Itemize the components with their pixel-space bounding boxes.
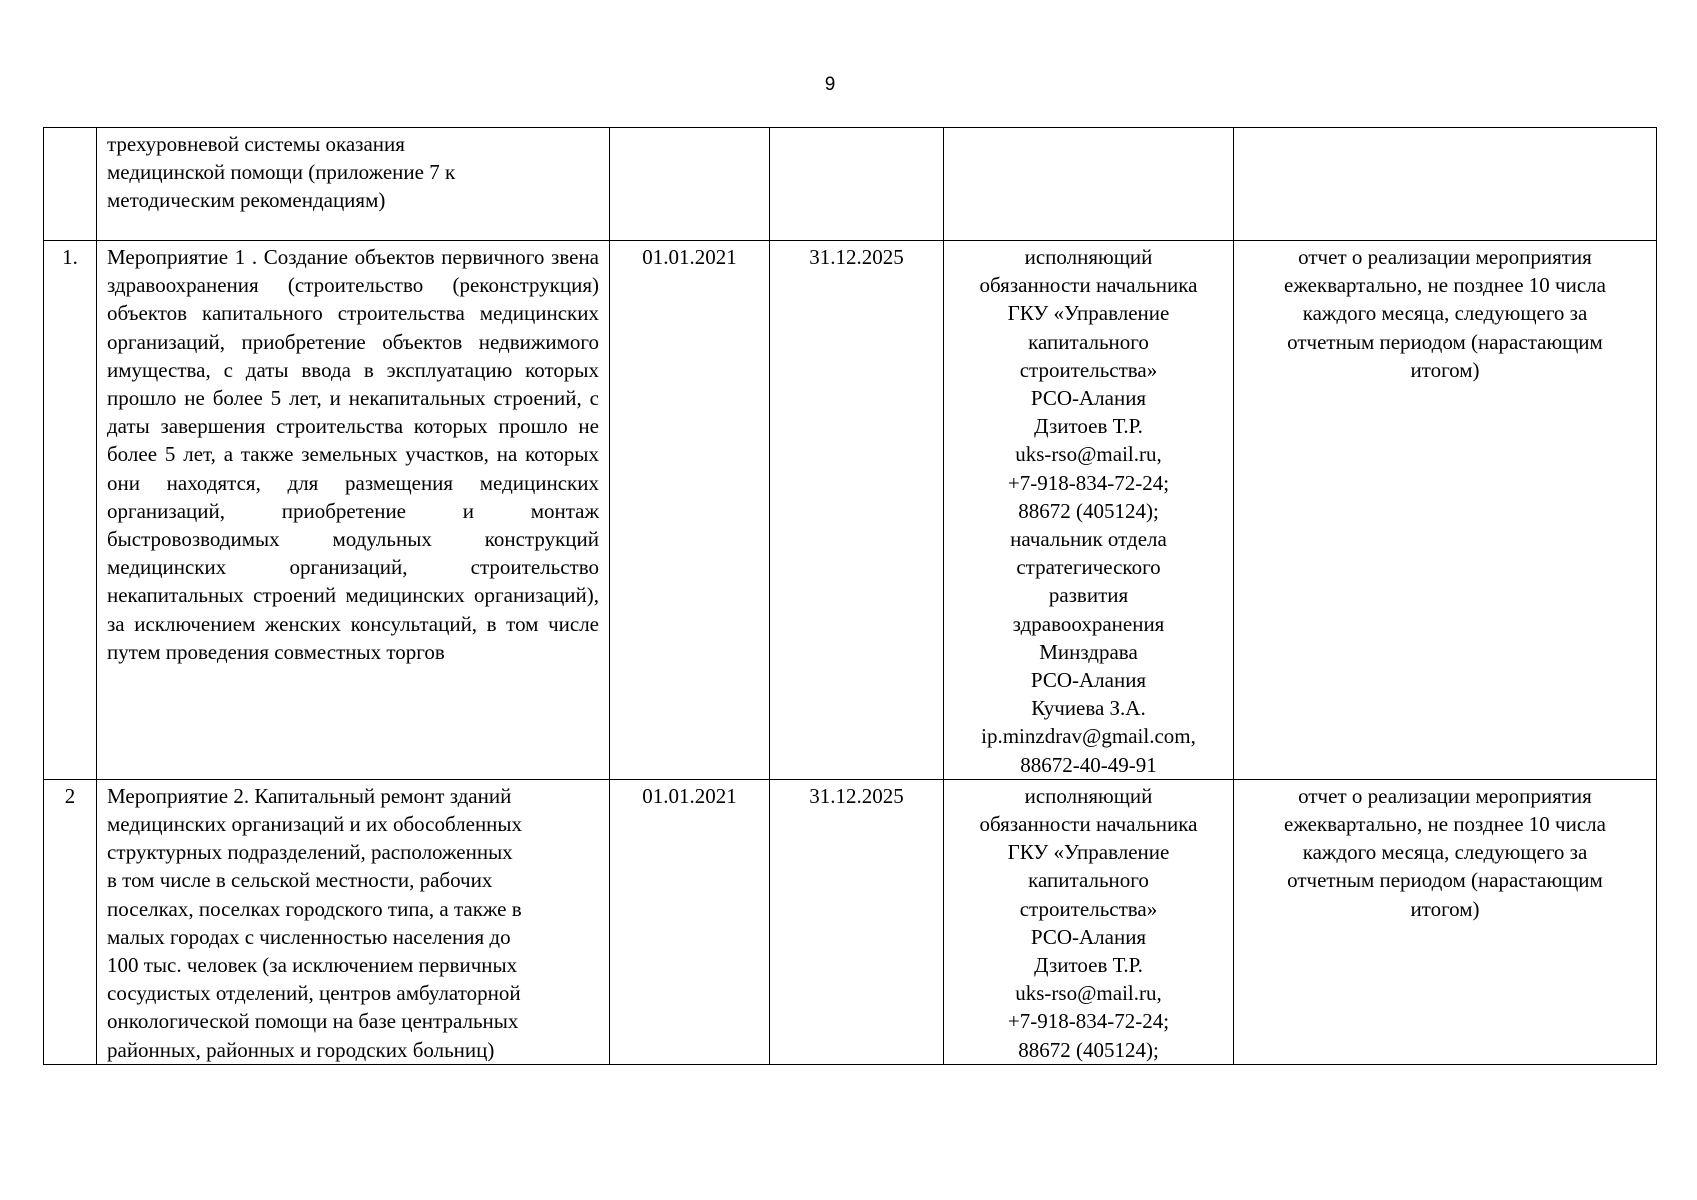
result-line: отчет о реализации мероприятия xyxy=(1298,783,1592,808)
description-line: Мероприятие 2. Капитальный ремонт зданий xyxy=(107,783,512,808)
description-line: онкологической помощи на базе центральных xyxy=(107,1009,519,1034)
responsible-line: ГКУ «Управление xyxy=(1007,301,1170,326)
cell-end-date: 31.12.2025 xyxy=(770,241,944,780)
description-line: районных, районных и городских больниц) xyxy=(107,1037,495,1062)
cell-responsible xyxy=(944,241,1234,780)
responsible-line: РСО-Алания xyxy=(1030,668,1147,693)
responsible-line: обязанности начальника xyxy=(979,273,1198,298)
description-line: в том числе в сельской местности, рабочих xyxy=(107,868,493,893)
description-line: методическим рекомендациям) xyxy=(107,188,386,213)
table-row-activity-1 xyxy=(44,241,1657,780)
responsible-line: Кучиева З.А. xyxy=(1031,696,1146,721)
responsible-line: строительства» xyxy=(1019,896,1158,921)
description-line: структурных подразделений, расположенных xyxy=(107,840,513,865)
responsible-line: Дзитоев Т.Р. xyxy=(1034,953,1143,978)
cell-end-date-empty xyxy=(770,128,944,241)
activities-table xyxy=(43,127,1657,1065)
responsible-line: ГКУ «Управление xyxy=(1007,840,1170,865)
responsible-line: исполняющий xyxy=(1024,783,1153,808)
result-line: итогом) xyxy=(1410,357,1480,382)
description-line: 100 тыс. человек (за исключением первичных xyxy=(107,953,518,978)
result-line: ежеквартально, не позднее 10 числа xyxy=(1284,273,1606,298)
description-line: медицинских организаций и их обособленных xyxy=(107,812,523,837)
responsible-line: здравоохранения xyxy=(1012,611,1165,636)
page-number: 9 xyxy=(824,74,836,95)
responsible-phone: 88672-40-49-91 xyxy=(1020,752,1157,777)
responsible-email[interactable]: uks-rso@mail.ru, xyxy=(1015,981,1162,1006)
cell-description-continuation xyxy=(97,128,610,241)
table-row-activity-2 xyxy=(44,779,1657,1064)
responsible-line: исполняющий xyxy=(1024,245,1153,269)
responsible-email[interactable]: uks-rso@mail.ru, xyxy=(1015,442,1162,467)
result-line: каждого месяца, следующего за xyxy=(1302,301,1588,326)
cell-number: 2 xyxy=(44,779,97,1064)
responsible-line: стратегического xyxy=(1016,555,1161,580)
result-line: ежеквартально, не позднее 10 числа xyxy=(1284,812,1606,837)
cell-number: 1. xyxy=(44,241,97,780)
description-line: малых городах с численностью населения до xyxy=(107,924,511,949)
responsible-email[interactable]: ip.minzdrav@gmail.com, xyxy=(981,724,1196,749)
description-line: медицинской помощи (приложение 7 к xyxy=(107,160,456,185)
responsible-line: строительства» xyxy=(1019,357,1158,382)
responsible-line: начальник отдела xyxy=(1010,527,1167,552)
result-line: итогом) xyxy=(1410,896,1480,921)
result-line: отчетным периодом (нарастающим xyxy=(1287,329,1603,354)
responsible-line: развития xyxy=(1048,583,1129,608)
cell-result-empty xyxy=(1234,128,1657,241)
cell-responsible-empty xyxy=(944,128,1234,241)
responsible-phone: 88672 (405124); xyxy=(1018,1037,1159,1062)
responsible-line: капитального xyxy=(1028,329,1149,354)
cell-description: Мероприятие 1 . Создание объектов первичного звена здравоохранения (строительство (реконструкция) объектов капитального строительства медицинских организаций, приобретение объектов недвижимого имущества, с даты ввода в эксплуатацию которых прошло не более 5 лет, и некапитальных строений, с даты завершения строительства которых прошло не более 5 лет, а также земельных участков, на которых они находятся, для размещения медицинских организаций, приобретение и монтаж быстровозводимых модульных конструкций медицинских организаций, строительство некапитальных строений медицинских организаций), за исключением женских консультаций, в том числе путем проведения совместных торгов xyxy=(97,241,610,780)
cell-result xyxy=(1234,241,1657,780)
responsible-phone: +7-918-834-72-24; xyxy=(1007,1009,1170,1034)
cell-end-date: 31.12.2025 xyxy=(770,779,944,1064)
description-line: поселках, поселках городского типа, а также в xyxy=(107,896,522,921)
cell-result xyxy=(1234,779,1657,1064)
description-line: трехуровневой системы оказания xyxy=(107,132,405,156)
responsible-phone: 88672 (405124); xyxy=(1018,498,1159,523)
responsible-line: РСО-Алания xyxy=(1030,924,1147,949)
cell-start-date-empty xyxy=(610,128,770,241)
cell-start-date: 01.01.2021 xyxy=(610,779,770,1064)
responsible-line: РСО-Алания xyxy=(1030,386,1147,411)
responsible-line: Дзитоев Т.Р. xyxy=(1034,414,1143,439)
cell-description xyxy=(97,779,610,1064)
result-line: отчетным периодом (нарастающим xyxy=(1287,868,1603,893)
cell-start-date: 01.01.2021 xyxy=(610,241,770,780)
responsible-phone: +7-918-834-72-24; xyxy=(1007,470,1170,495)
table-row-continuation xyxy=(44,128,1657,241)
responsible-line: Минздрава xyxy=(1039,639,1138,664)
result-line: отчет о реализации мероприятия xyxy=(1298,245,1592,269)
result-line: каждого месяца, следующего за xyxy=(1302,840,1588,865)
responsible-line: обязанности начальника xyxy=(979,812,1198,837)
cell-responsible xyxy=(944,779,1234,1064)
cell-number-empty xyxy=(44,128,97,241)
responsible-line: капитального xyxy=(1028,868,1149,893)
description-line: сосудистых отделений, центров амбулаторной xyxy=(107,981,521,1006)
